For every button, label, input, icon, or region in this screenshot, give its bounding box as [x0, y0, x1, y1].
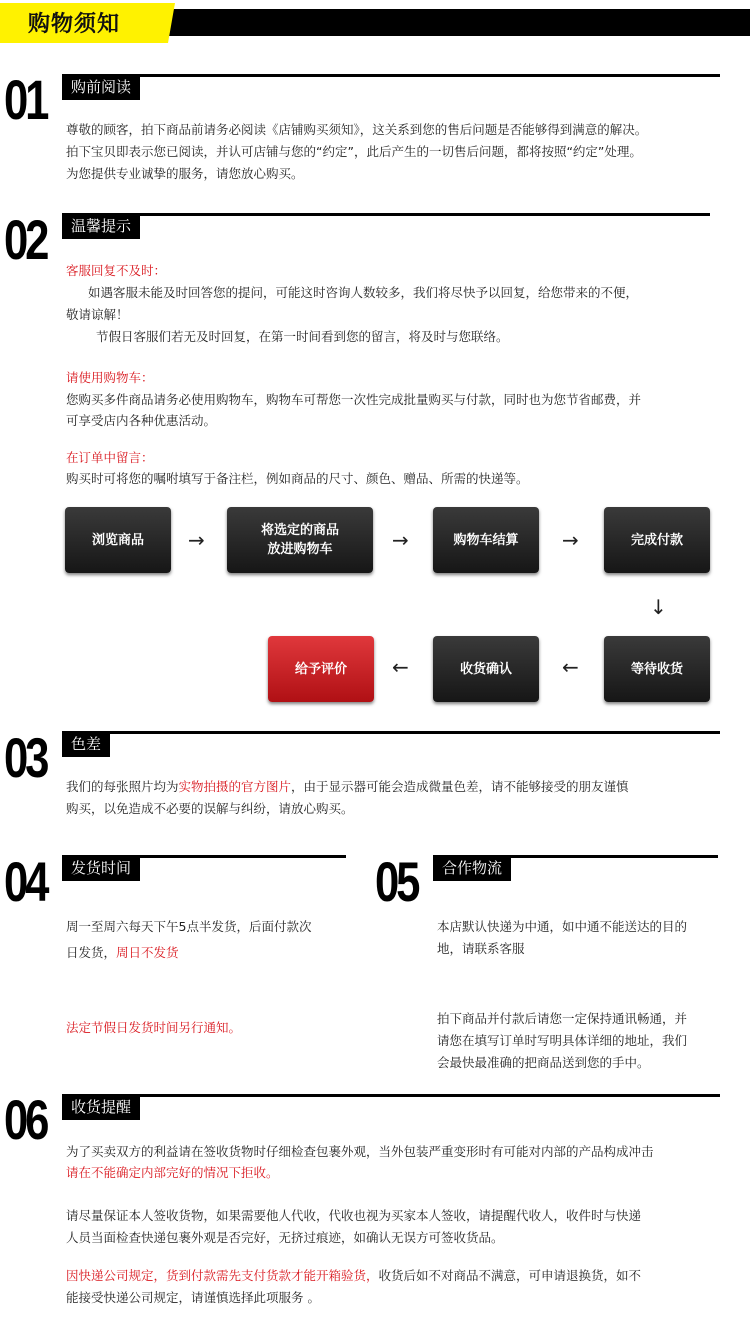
page-title: 购物须知 [28, 12, 121, 37]
arrow-right-icon: → [562, 528, 579, 552]
s3-text: ，由于显示器可能会造成微量色差，请不能够接受的朋友谨慎 [291, 779, 629, 794]
flow-step-browse: 浏览商品 [65, 507, 171, 573]
flow-step-add-to-cart-line2: 放进购物车 [267, 542, 333, 557]
s2-text: 敬请谅解！ [66, 307, 129, 322]
flow-step-confirm: 收货确认 [433, 636, 539, 702]
section-divider [62, 213, 710, 216]
s1-line-1: 尊敬的顾客，拍下商品前请务必阅读《店铺购买须知》，这关系到您的售后问题是否能够得到满意的解决。 [66, 122, 648, 137]
section-tab-logistics: 合作物流 [433, 855, 511, 881]
s4-text: 日发货， [66, 945, 117, 960]
arrow-right-icon: → [392, 528, 409, 552]
flow-step-add-to-cart [227, 507, 373, 573]
s2-heading-cart: 请使用购物车： [66, 370, 154, 385]
flow-step-add-to-cart-line1: 将选定的商品 [260, 523, 339, 538]
section-divider [62, 731, 720, 734]
section-divider [62, 74, 720, 77]
flow-step-pay: 完成付款 [604, 507, 710, 573]
s3-line-1 [66, 776, 629, 798]
s5-line-5: 会最快最准确的把商品送到您的手中。 [437, 1055, 650, 1070]
s4-line-2 [66, 942, 179, 964]
page-header [0, 0, 750, 44]
s6-line-4: 人员当面检查快递包裹外观是否完好，无挤过痕迹，如确认无误方可签收货品。 [66, 1230, 504, 1245]
s2-text: 您购买多件商品请务必使用购物车，购物车可帮您一次性完成批量购买与付款，同时也为您节省邮费，并 [66, 392, 642, 407]
s3-line-2: 购买，以免造成不必要的误解与纠纷，请放心购买。 [66, 801, 354, 816]
section-number-05: 05 [375, 850, 418, 913]
s2-text: 购买时可将您的嘱咐填写于备注栏，例如商品的尺寸、颜色、赠品、所需的快递等。 [66, 471, 529, 486]
arrow-down-icon: ↓ [650, 595, 667, 619]
section-tab-color: 色差 [62, 731, 110, 757]
s5-line-1: 本店默认快递为中通，如中通不能送达的目的 [437, 919, 688, 934]
section-tab-receipt: 收货提醒 [62, 1094, 140, 1120]
section-number-01: 01 [4, 68, 47, 131]
arrow-right-icon: → [188, 528, 205, 552]
section-number-02: 02 [4, 208, 47, 271]
s2-text: 可享受店内各种优惠活动。 [66, 413, 217, 428]
s2-text: 节假日客服们若无及时回复，在第一时间看到您的留言，将及时与您联络。 [96, 329, 509, 344]
s6-line-3: 请尽量保证本人签收货物，如果需要他人代收，代收也视为买家本人签收，请提醒代收人，收件时与快递 [66, 1208, 642, 1223]
s6-highlight: 因快递公司规定，货到付款需先支付货款才能开箱验货， [66, 1268, 379, 1283]
s1-line-3: 为您提供专业诚挚的服务，请您放心购买。 [66, 166, 304, 181]
section-number-03: 03 [4, 726, 47, 789]
s1-line-2: 拍下宝贝即表示您已阅读，并认可店铺与您的“约定”，此后产生的一切售后问题，都将按照“约定”处理。 [66, 144, 642, 159]
s3-highlight: 实物拍摄的官方图片 [178, 779, 292, 794]
section-tab-tips: 温馨提示 [62, 213, 140, 239]
section-tab-reading: 购前阅读 [62, 74, 140, 100]
s5-line-4: 请您在填写订单时写明具体详细的地址，我们 [437, 1033, 688, 1048]
s6-line-1: 为了买卖双方的利益请在签收货物时仔细检查包裹外观，当外包装严重变形时有可能对内部的产品构成冲击 [66, 1144, 654, 1159]
s3-text: 我们的每张照片均为 [66, 779, 179, 794]
flow-step-checkout: 购物车结算 [433, 507, 539, 573]
s6-line-2: 请在不能确定内部完好的情况下拒收。 [66, 1165, 279, 1180]
section-tab-shipping: 发货时间 [62, 855, 140, 881]
s4-line-1: 周一至周六每天下午5点半发货，后面付款次 [66, 919, 312, 934]
s6-line-5 [66, 1265, 641, 1287]
flow-step-wait: 等待收货 [604, 636, 710, 702]
flow-step-review: 给予评价 [268, 636, 374, 702]
section-divider [62, 1094, 720, 1097]
s5-line-3: 拍下商品并付款后请您一定保持通讯畅通，并 [437, 1011, 688, 1026]
s6-line-6: 能接受快递公司规定，请谨慎选择此项服务 。 [66, 1290, 320, 1305]
s4-highlight: 周日不发货 [116, 945, 179, 960]
s2-heading-note: 在订单中留言： [66, 450, 154, 465]
arrow-left-icon: ← [392, 655, 409, 679]
s4-holiday-note: 法定节假日发货时间另行通知。 [66, 1020, 242, 1035]
s2-heading-reply: 客服回复不及时： [66, 263, 167, 278]
section-number-06: 06 [4, 1088, 47, 1151]
section-number-04: 04 [4, 850, 47, 913]
arrow-left-icon: ← [562, 655, 579, 679]
s5-line-2: 地，请联系客服 [437, 941, 525, 956]
s2-text: 如遇客服未能及时回答您的提问，可能这时咨询人数较多，我们将尽快予以回复，给您带来的不便， [88, 285, 639, 300]
s6-text: 收货后如不对商品不满意，可申请退换货，如不 [378, 1268, 642, 1283]
